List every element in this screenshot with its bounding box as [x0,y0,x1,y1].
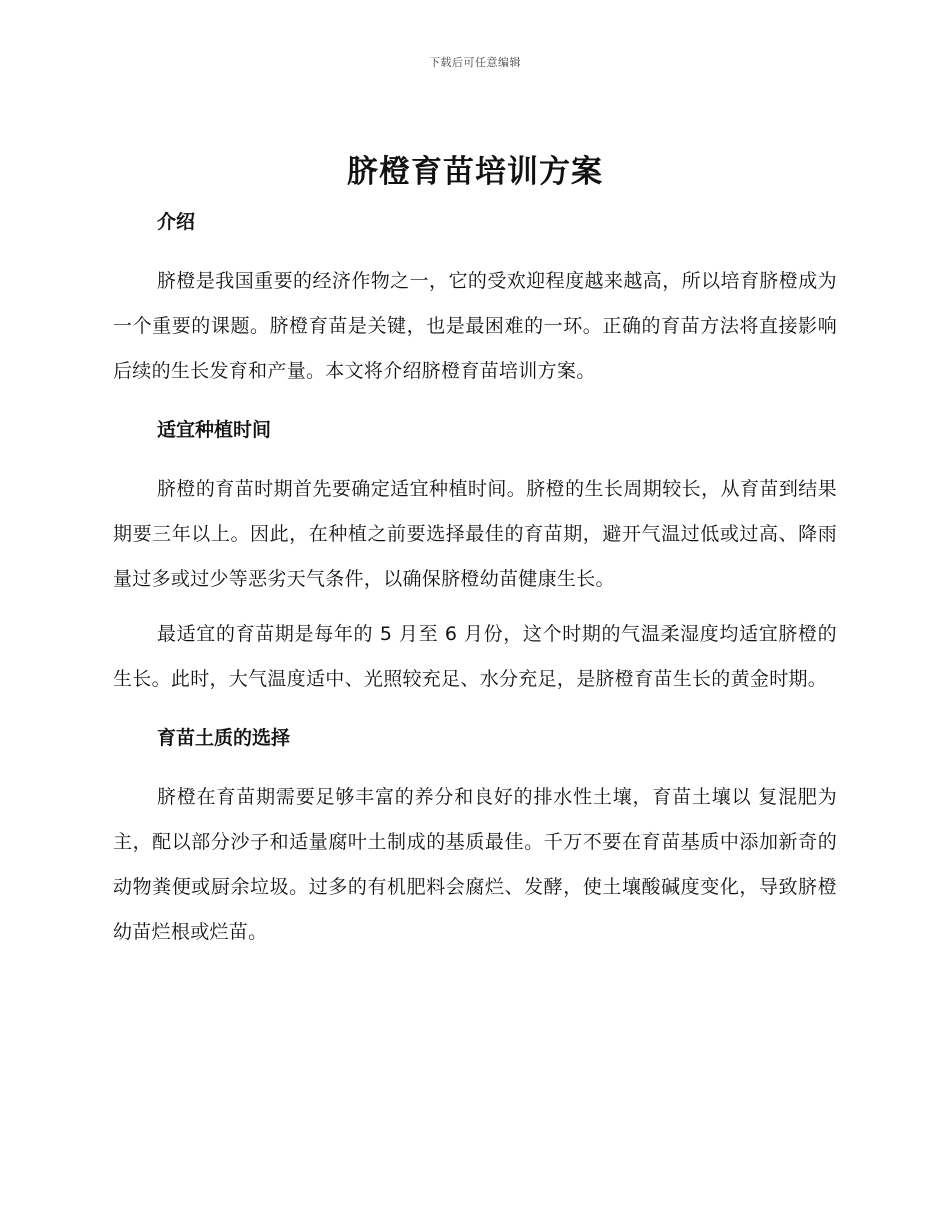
paragraph: 脐橙在育苗期需要足够丰富的养分和良好的排水性土壤，育苗土壤以 复混肥为主，配以部分沙子和适量腐叶土制成的基质最佳。千万不要在育苗基质中添加新奇的动物粪便或厨余垃圾。过多的有机肥料会腐烂、发酵，使土壤酸碱度变化，导致脐橙幼苗烂根或烂苗。 [113,786,837,943]
section-heading: 介绍 [157,211,196,233]
section-planting-time [113,416,837,702]
section-heading: 适宜种植时间 [157,419,272,441]
document-title: 脐橙育苗培训方案 [347,154,603,190]
section-introduction [113,208,837,394]
paragraph: 脐橙是我国重要的经济作物之一，它的受欢迎程度越来越高，所以培育脐橙成为一个重要的课题。脐橙育苗是关键，也是最困难的一环。正确的育苗方法将直接影响后续的生长发育和产量。本文将介绍脐橙育苗培训方案。 [113,270,837,382]
paragraph: 脐橙的育苗时期首先要确定适宜种植时间。脐橙的生长周期较长，从育苗到结果期要三年以上。因此，在种植之前要选择最佳的育苗期，避开气温过低或过高、降雨量过多或过少等恶劣天气条件，以确保脐橙幼苗健康生长。 [113,478,837,590]
document-body [113,150,837,965]
header-note: 下载后可任意编辑 [429,56,521,69]
section-heading: 育苗土质的选择 [157,727,291,749]
paragraph: 最适宜的育苗期是每年的 5 月至 6 月份，这个时期的气温柔湿度均适宜脐橙的生长。此时，大气温度适中、光照较充足、水分充足，是脐橙育苗生长的黄金时期。 [113,623,837,690]
section-soil-selection [113,724,837,955]
